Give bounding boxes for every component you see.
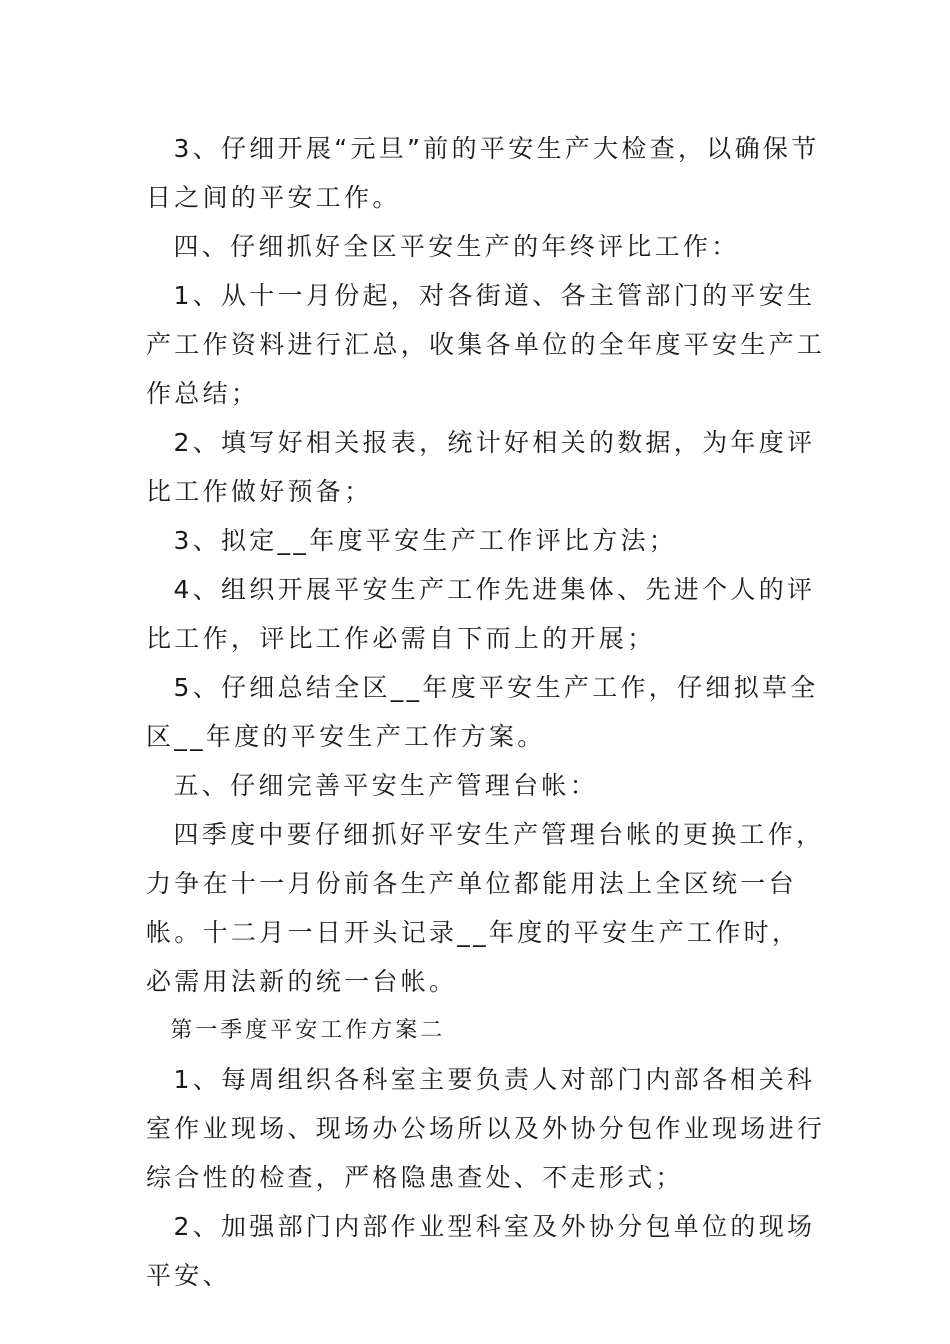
paragraph-item-4: 4、组织开展平安生产工作先进集体、先进个人的评比工作，评比工作必需自下而上的开展； — [146, 575, 816, 653]
paragraph-item-2: 2、填写好相关报表，统计好相关的数据，为年度评比工作做好预备； — [146, 428, 816, 506]
paragraph-item-3: 3、仔细开展“元旦”前的平安生产大检查，以确保节日之间的平安工作。 — [146, 134, 820, 212]
paragraph-body: 四季度中要仔细抓好平安生产管理台帐的更换工作，力争在十一月份前各生产单位都能用法上全区统一台帐。十二月一日开头记录__年度的平安生产工作时，必需用法新的统一台帐。 — [146, 820, 825, 996]
section-heading-4: 四、仔细抓好全区平安生产的年终评比工作： — [173, 232, 740, 261]
paragraph-item-1: 1、从十一月份起，对各街道、各主管部门的平安生产工作资料进行汇总，收集各单位的全年度平安生产工作总结； — [146, 281, 826, 408]
plan-title: 第一季度平安工作方案二 — [170, 1018, 446, 1043]
section-heading-5: 五、仔细完善平安生产管理台帐： — [173, 771, 599, 800]
document-page — [146, 124, 826, 1300]
paragraph-item-3b: 3、拟定__年度平安生产工作评比方法； — [173, 526, 678, 555]
plan-item-2: 2、加强部门内部作业型科室及外协分包单位的现场平安、 — [146, 1212, 816, 1290]
paragraph-item-5: 5、仔细总结全区__年度平安生产工作，仔细拟草全区__年度的平安生产工作方案。 — [146, 673, 819, 751]
plan-item-1: 1、每周组织各科室主要负责人对部门内部各相关科室作业现场、现场办公场所以及外协分包作业现场进行综合性的检查，严格隐患查处、不走形式； — [146, 1065, 826, 1192]
